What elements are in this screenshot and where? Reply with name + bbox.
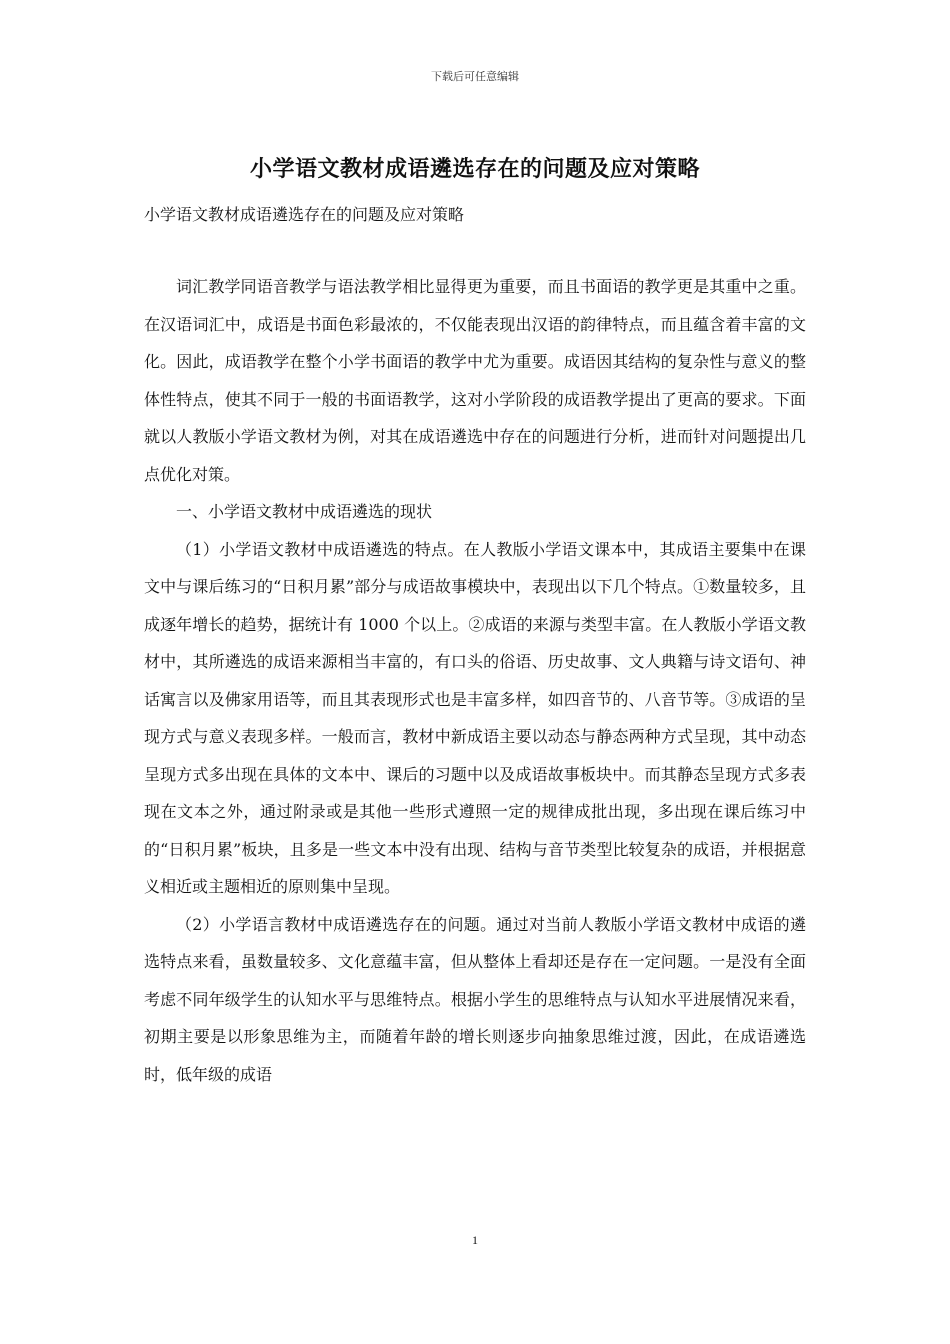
document-title: 小学语文教材成语遴选存在的问题及应对策略 (249, 156, 700, 182)
paragraph-intro: 词汇教学同语音教学与语法教学相比显得更为重要，而且书面语的教学更是其重中之重。在汉语词汇中，成语是书面色彩最浓的，不仅能表现出汉语的韵律特点，而且蕴含着丰富的文化。因此，成语教学在整个小学书面语的教学中尤为重要。成语因其结构的复杂性与意义的整体性特点，使其不同于一般的书面语教学，这对小学阶段的成语教学提出了更高的要求。下面就以人教版小学语文教材为例，对其在成语遴选中存在的问题进行分析，进而针对问题提出几点优化对策。 (144, 277, 806, 484)
document-body (144, 268, 806, 1093)
page-header-note: 下载后可任意编辑 (431, 70, 519, 83)
document-subtitle: 小学语文教材成语遴选存在的问题及应对策略 (144, 205, 465, 224)
paragraph-section-1-point-2: （2）小学语言教材中成语遴选存在的问题。通过对当前人教版小学语文教材中成语的遴选特点来看，虽数量较多、文化意蕴丰富，但从整体上看却还是存在一定问题。一是没有全面考虑不同年级学生的认知水平与思维特点。根据小学生的思维特点与认知水平进展情况来看，初期主要是以形象思维为主，而随着年龄的增长则逐步向抽象思维过渡，因此，在成语遴选时，低年级的成语 (144, 914, 806, 1084)
section-heading-1: 一、小学语文教材中成语遴选的现状 (176, 502, 433, 521)
page-number: 1 (472, 1233, 478, 1247)
paragraph-section-1-point-1: （1）小学语文教材中成语遴选的特点。在人教版小学语文课本中，其成语主要集中在课文中与课后练习的“日积月累”部分与成语故事模块中，表现出以下几个特点。①数量较多，且成逐年增长的趋势，据统计有 1000 个以上。②成语的来源与类型丰富。在人教版小学语文教材中，其所遴选的成语来源相当丰富的，有口头的俗语、历史故事、文人典籍与诗文语句、神话寓言以及佛家用语等，而且其表现形式也是丰富多样，如四音节的、八音节等。③成语的呈现方式与意义表现多样。一般而言，教材中新成语主要以动态与静态两种方式呈现，其中动态呈现方式多出现在具体的文本中、课后的习题中以及成语故事板块中。而其静态呈现方式多表现在文本之外，通过附录或是其他一些形式遵照一定的规律成批出现，多出现在课后练习中的“日积月累”板块，且多是一些文本中没有出现、结构与音节类型比较复杂的成语，并根据意义相近或主题相近的原则集中呈现。 (144, 539, 806, 896)
